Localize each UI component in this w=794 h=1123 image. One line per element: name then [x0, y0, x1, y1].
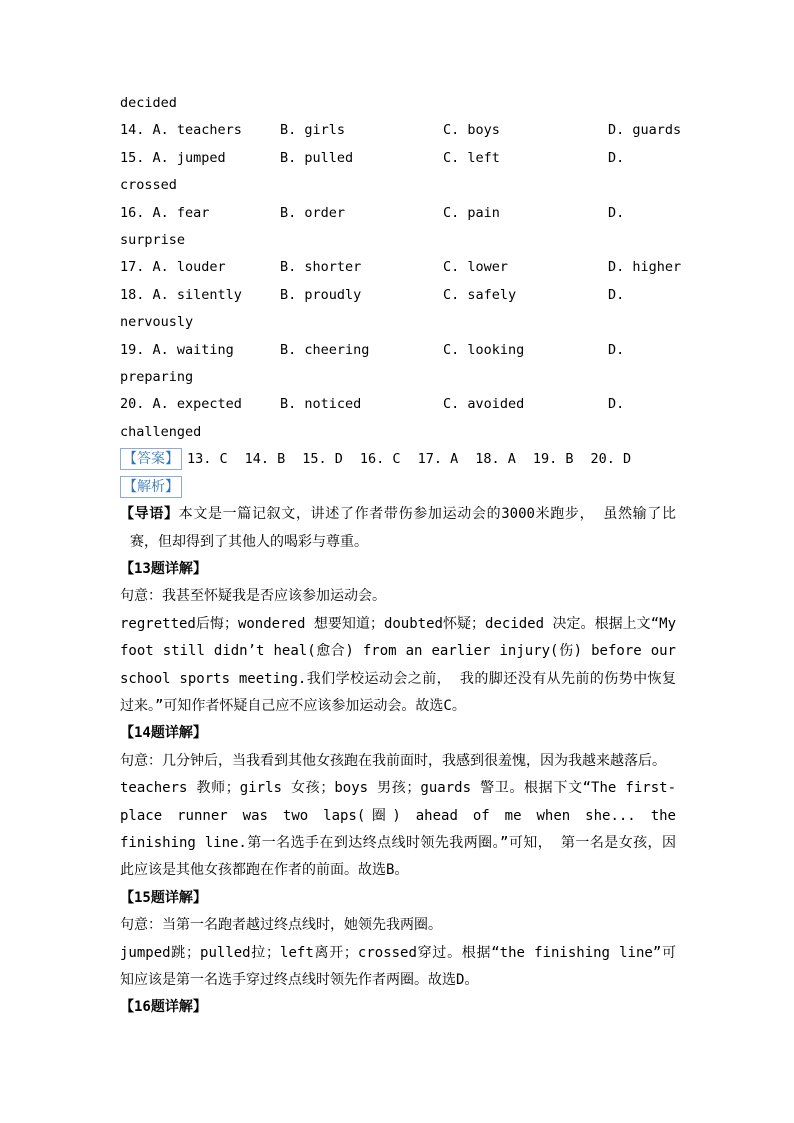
answer-item: 19. B: [532, 451, 574, 468]
option-cell: D.: [608, 204, 625, 221]
lead-in-paragraph: [120, 501, 676, 556]
option-cell: C. safely: [443, 286, 517, 303]
wrapped-option-word: crossed: [120, 177, 177, 194]
analysis-paragraph: 句意：我甚至怀疑我是否应该参加运动会。: [120, 588, 386, 605]
analysis-paragraph: 句意：当第一名跑者越过终点线时，她领先我两圈。: [120, 917, 442, 934]
option-cell: C. pain: [443, 204, 500, 221]
question-row-20: [120, 391, 676, 418]
answer-key-line: [120, 446, 676, 473]
section-header-13: 【13题详解】: [120, 560, 207, 577]
option-cell: B. girls: [280, 122, 346, 139]
option-cell: C. lower: [443, 259, 509, 276]
analysis-line: [120, 474, 676, 501]
answer-item: 16. C: [359, 451, 401, 468]
option-cell: B. cheering: [280, 341, 370, 358]
answer-item: 20. D: [590, 451, 632, 468]
question-row-14: [120, 117, 682, 144]
option-cell: B. proudly: [280, 286, 362, 303]
section-header-14: 【14题详解】: [120, 725, 207, 742]
option-cell: D. higher: [608, 259, 682, 276]
option-cell: 17. A. louder: [120, 259, 226, 276]
answer-item: 13. C: [187, 451, 228, 468]
wrapped-option-word: decided: [120, 95, 177, 111]
analysis-paragraph: teachers 教师；girls 女孩；boys 男孩；guards 警卫。根据下文“The first-place runner was two laps(圈) ahead of me when she... the finishing line.第一名选手在到达终点线时领先我两圈。”可知， 第一名是女孩，因此应该是其他女孩都跑在作者的前面。故选B。: [120, 780, 676, 879]
answer-item: 18. A: [475, 451, 516, 468]
wrapped-option-word: surprise: [120, 232, 186, 249]
document-content: [120, 90, 682, 1022]
question-row-15: [120, 145, 676, 172]
wrapped-option-word: challenged: [120, 423, 202, 440]
section-header-16: 【16题详解】: [120, 999, 207, 1016]
question-row-19: [120, 337, 676, 364]
lead-in-label: 【导语】: [120, 506, 179, 523]
option-cell: 14. A. teachers: [120, 122, 242, 139]
answer-key-label: 【答案】: [120, 448, 182, 470]
question-row-18: [120, 282, 676, 309]
option-cell: D. guards: [608, 122, 682, 139]
wrapped-option-word: nervously: [120, 314, 194, 331]
option-cell: D.: [608, 149, 625, 166]
option-cell: B. shorter: [280, 259, 362, 276]
option-cell: B. pulled: [280, 149, 354, 166]
option-cell: B. order: [280, 204, 346, 221]
question-row-17: [120, 254, 682, 281]
option-cell: D.: [608, 341, 625, 358]
section-header-15: 【15题详解】: [120, 889, 207, 906]
analysis-label: 【解析】: [120, 476, 182, 498]
analysis-paragraph: jumped跳；pulled拉；left离开；crossed穿过。根据“the finishing line”可知应该是第一名选手穿过终点线时领先作者两圈。故选D。: [120, 944, 676, 988]
wrapped-option-word: preparing: [120, 369, 194, 386]
option-cell: 15. A. jumped: [120, 149, 226, 166]
option-cell: C. boys: [443, 122, 500, 139]
option-cell: 18. A. silently: [120, 286, 242, 303]
analysis-paragraph: regretted后悔；wondered 想要知道；doubted怀疑；decided 决定。根据上文“My foot still didn’t heal(愈合) from an earlier injury(伤) before our school sports meeting.我们学校运动会之前， 我的脚还没有从先前的伤势中恢复过来。”可知作者怀疑自己应不应该参加运动会。故选C。: [120, 615, 676, 714]
option-cell: C. left: [443, 149, 500, 166]
option-cell: B. noticed: [280, 396, 362, 413]
analysis-paragraph: 句意：几分钟后，当我看到其他女孩跑在我前面时，我感到很羞愧，因为我越来越落后。: [120, 752, 666, 769]
answer-item: 14. B: [244, 451, 286, 468]
option-cell: 16. A. fear: [120, 204, 210, 221]
option-cell: 20. A. expected: [120, 396, 242, 413]
option-cell: D.: [608, 396, 625, 413]
answer-item: 15. D: [302, 451, 343, 468]
question-row-16: [120, 200, 676, 227]
option-cell: C. looking: [443, 341, 525, 358]
option-cell: C. avoided: [443, 396, 525, 413]
option-cell: 19. A. waiting: [120, 341, 234, 358]
answer-item: 17. A: [417, 451, 459, 468]
lead-in-text: 本文是一篇记叙文，讲述了作者带伤参加运动会的3000米跑步， 虽然输了比赛，但却得到了其他人的喝彩与尊重。: [130, 506, 676, 550]
option-cell: D.: [608, 286, 625, 303]
